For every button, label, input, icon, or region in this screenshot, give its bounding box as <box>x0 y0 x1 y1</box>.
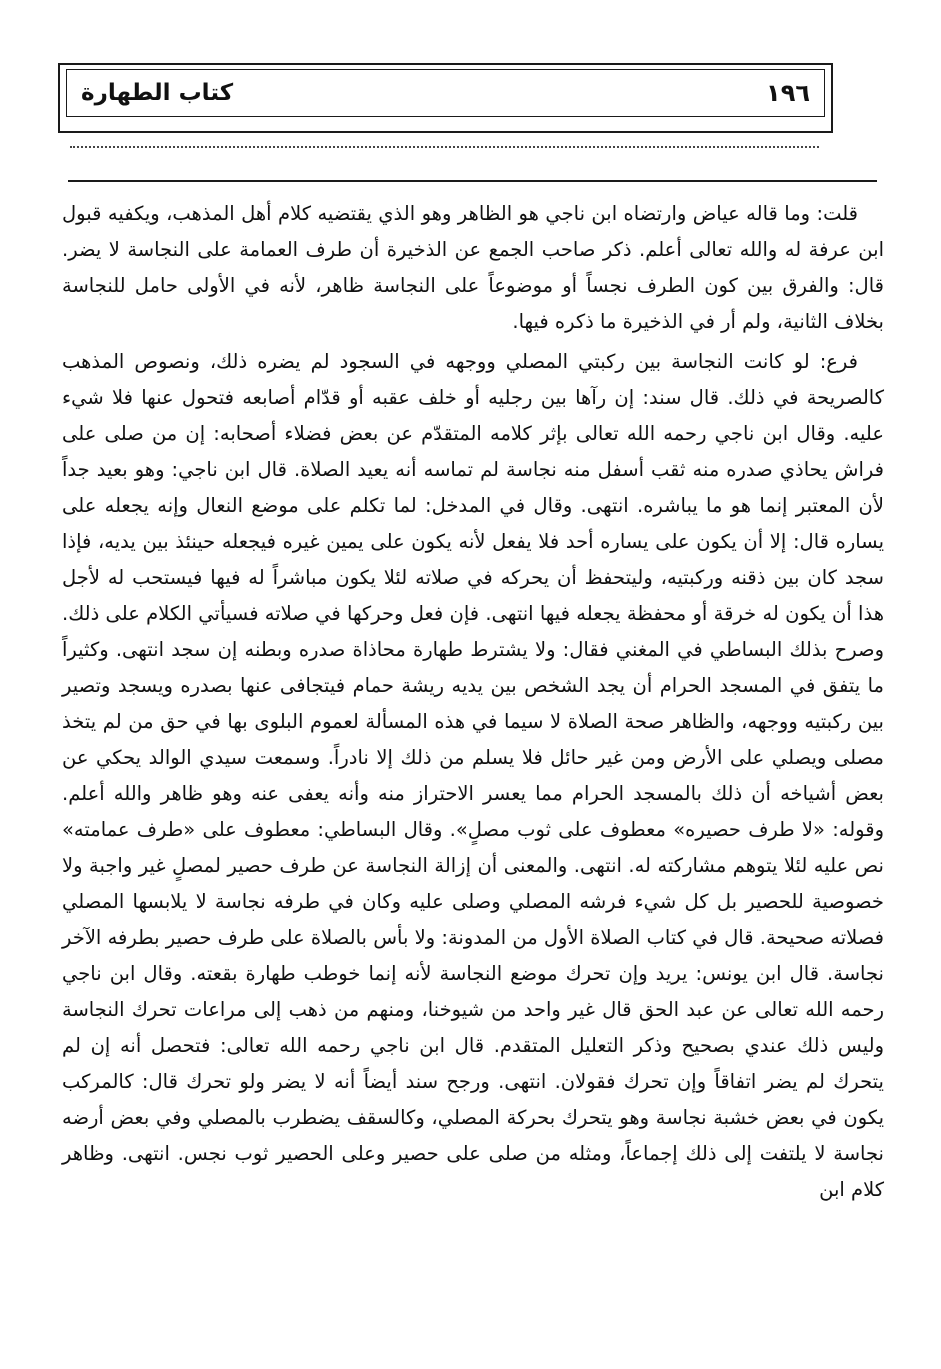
dotted-separator <box>70 146 819 148</box>
body-text <box>62 196 884 1208</box>
chapter-title: كتاب الطهارة <box>81 80 234 106</box>
page-number: ١٩٦ <box>766 79 810 107</box>
running-header-frame <box>58 63 833 133</box>
running-header <box>66 69 825 117</box>
paragraph-1: قلت: وما قاله عياض وارتضاه ابن ناجي هو الظاهر وهو الذي يقتضيه كلام أهل المذهب، ويكفيه قبول ابن عرفة له والله تعالى أعلم. ذكر صاحب الجمع عن الذخيرة أن طرف العمامة على النجاسة لا يضر. قال: والفرق بين كون الطرف نجساً أو موضوعاً على النجاسة ظاهر، لأنه في الأولى حامل للنجاسة بخلاف الثانية، ولم أر في الذخيرة ما ذكره فيها. <box>62 202 884 333</box>
header-rule <box>68 180 877 182</box>
paragraph-2: فرع: لو كانت النجاسة بين ركبتي المصلي ووجهه في السجود لم يضره ذلك، ونصوص المذهب كالصريحة في ذلك. قال سند: إن رآها بين رجليه أو خلف عقبه أو قدّام أصابعه فتحول عنها فلا شيء عليه. وقال ابن ناجي رحمه الله تعالى بإثر كلامه المتقدّم عن بعض فضلاء أصحابه: إن من صلى على فراش يحاذي صدره منه ثقب أسفل منه نجاسة لم تماسه أنه يعيد الصلاة. قال ابن ناجي: وهو بعيد جداً لأن المعتبر إنما هو ما يباشره. انتهى. وقال في المدخل: لما تكلم على موضع النعال وإنه يجعله على يساره قال: إلا أن يكون على يساره أحد فلا يفعل لأنه يكون على يمين غيره فيجعله حينئذ بين يديه، فإذا سجد كان بين ذقنه وركبتيه، وليتحفظ أن يحركه في صلاته لئلا يكون مباشراً له فيها فيستحب له لأجل هذا أن يكون له خرقة أو محفظة يجعله فيها انتهى. فإن فعل وحركها في صلاته فسيأتي الكلام على ذلك. وصرح بذلك البساطي في المغني فقال: ولا يشترط طهارة محاذاة صدره وبطنه إن سجد انتهى. وكثيراً ما يتفق في المسجد الحرام أن يجد الشخص بين يديه ريشة حمام فيتجافى عنها بصدره ويسجد وتصير بين ركبتيه ووجهه، والظاهر صحة الصلاة لا سيما في هذه المسألة لعموم البلوى بها في حق من لم يتخذ مصلى ويصلي على الأرض ومن غير حائل فلا يسلم من ذلك إلا نادراً. وسمعت سيدي الوالد يحكي عن بعض أشياخه أن ذلك بالمسجد الحرام مما يعسر الاحتراز منه وأنه يعفى عنه وهو ظاهر والله أعلم. وقوله: «لا طرف حصيره» معطوف على ثوب مصلٍ». وقال البساطي: معطوف على «طرف عمامته» نص عليه لئلا يتوهم مشاركته له. انتهى. والمعنى أن إزالة النجاسة عن طرف حصير لمصلٍ غير واجبة ولا خصوصية للحصير بل كل شيء فرشه المصلي وصلى عليه وكان في طرفه نجاسة لا يلابسها المصلي فصلاته صحيحة. قال في كتاب الصلاة الأول من المدونة: ولا بأس بالصلاة على طرف حصير بطرفه الآخر نجاسة. قال ابن يونس: يريد وإن تحرك موضع النجاسة لأنه إنما خوطب طهارة بقعته. وقال ابن ناجي رحمه الله تعالى عن عبد الحق قال غير واحد من شيوخنا، ومنهم من ذهب إلى مراعات تحرك النجاسة وليس ذلك عندي بصحيح وذكر التعليل المتقدم. قال ابن ناجي رحمه الله تعالى: فتحصل أنه إن لم يتحرك لم يضر اتفاقاً وإن تحرك فقولان. انتهى. ورجح سند أيضاً أنه لا يضر ولو تحرك قال: كالمركب يكون في بعض خشبة نجاسة وهو يتحرك بحركة المصلي، وكالسقف يضطرب بالمصلي وفي بعض أرضه نجاسة لا يلتفت إلى ذلك إجماعاً، ومثله من صلى على حصير وعلى الحصير ثوب نجس. انتهى. وظاهر كلام ابن <box>62 350 884 1201</box>
